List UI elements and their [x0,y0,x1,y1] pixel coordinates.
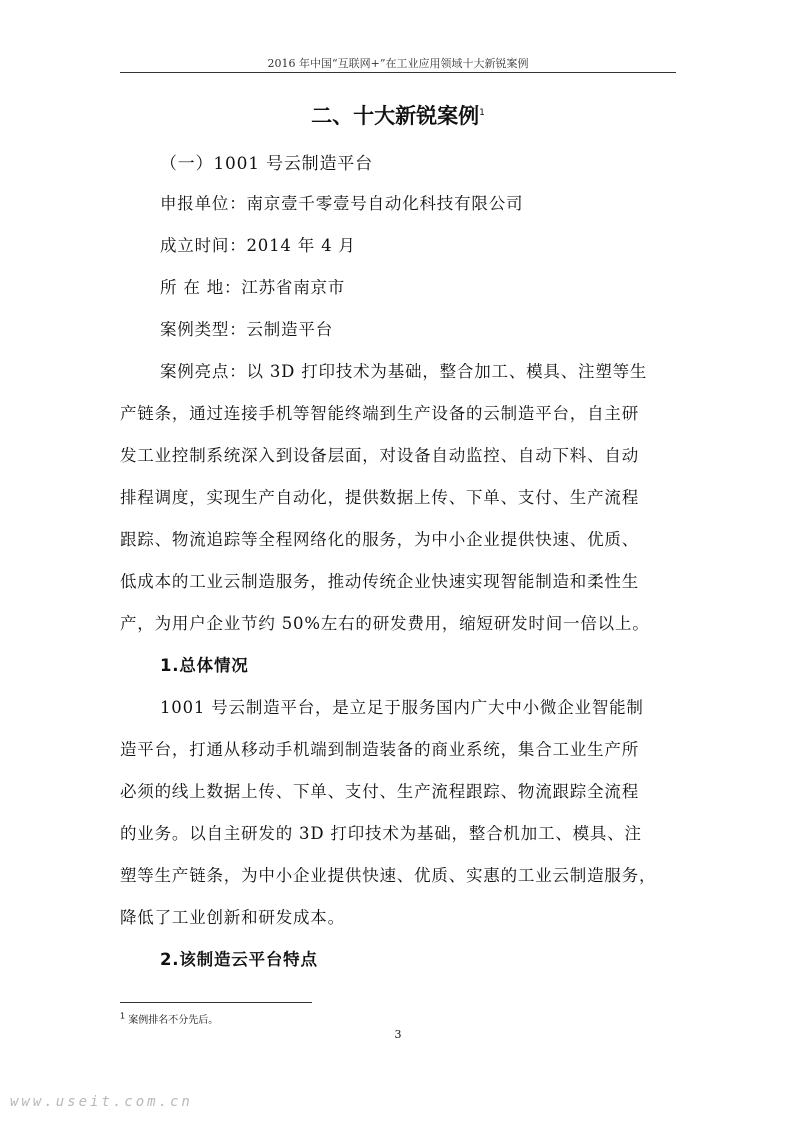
section-1-heading: 1.总体情况 [160,656,249,675]
paragraph-line: 造平台，打通从移动手机端到制造装备的商业系统，集合工业生产所 [120,740,639,759]
page-header: 2016 年中国“互联网+”在工业应用领域十大新锐案例 [267,57,529,70]
footnote-reference[interactable]: 1 [479,108,485,118]
highlights-line: 产，为用户企业节约 50%左右的研发费用，缩短研发时间一倍以上。 [120,614,650,633]
footnote-divider [120,1002,312,1003]
section-2-heading: 2.该制造云平台特点 [160,950,318,969]
founded-field: 成立时间：2014 年 4 月 [160,236,356,255]
highlights-line: 案例亮点：以 3D 打印技术为基础，整合加工、模具、注塑等生 [160,362,648,381]
highlights-line: 低成本的工业云制造服务，推动传统企业快速实现智能制造和柔性生 [120,572,639,591]
paragraph-line: 必须的线上数据上传、下单、支付、生产流程跟踪、物流跟踪全流程 [120,782,639,801]
paragraph-line: 降低了工业创新和研发成本。 [120,908,345,927]
section-title [120,100,676,130]
case-heading: （一）1001 号云制造平台 [160,154,373,174]
paragraph-line: 的业务。以自主研发的 3D 打印技术为基础，整合机加工、模具、注 [120,824,642,843]
footnote [120,1011,218,1026]
case-type-field: 案例类型：云制造平台 [160,320,333,339]
highlights-line: 产链条，通过连接手机等智能终端到生产设备的云制造平台，自主研 [120,404,639,423]
page-number: 3 [394,1028,402,1041]
paragraph-line: 1001 号云制造平台，是立足于服务国内广大中小微企业智能制 [160,698,644,717]
paragraph-line: 塑等生产链条，为中小企业提供快速、优质、实惠的工业云制造服务， [120,866,657,885]
header-divider [120,72,676,73]
highlights-line: 排程调度，实现生产自动化，提供数据上传、下单、支付、生产流程 [120,488,639,507]
highlights-line: 发工业控制系统深入到设备层面，对设备自动监控、自动下料、自动 [120,446,639,465]
applicant-field: 申报单位：南京壹千零壹号自动化科技有限公司 [160,194,524,213]
footnote-mark: 1 [120,1011,126,1021]
watermark: www.useit.com.cn [10,1094,193,1110]
section-title-text: 二、十大新锐案例 [311,104,480,128]
highlights-line: 跟踪、物流追踪等全程网络化的服务，为中小企业提供快速、优质、 [120,530,639,549]
footnote-text: 案例排名不分先后。 [128,1015,219,1026]
location-field: 所 在 地：江苏省南京市 [160,278,346,297]
